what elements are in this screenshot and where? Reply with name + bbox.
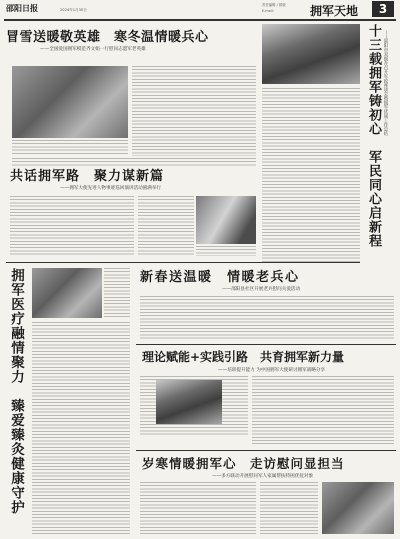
article-2-body bbox=[262, 88, 360, 263]
page-number-badge bbox=[372, 1, 394, 17]
article-2-subtitle: ——邵阳市双拥办召开军政座谈会暨拥军优属工作总结 bbox=[383, 30, 388, 136]
article-3-subtitle: ——拥军大使先进人物事迹巡回演讲活动圆满举行 bbox=[60, 186, 162, 191]
article-6-title: 理论赋能+实践引路 共育拥军新力量 bbox=[142, 350, 345, 364]
article-1-title: 冒雪送暖敬英雄 寒冬温情暖兵心 bbox=[6, 30, 209, 45]
article-1-body bbox=[132, 66, 256, 156]
article-1-photo bbox=[12, 66, 128, 138]
article-3-caption bbox=[196, 246, 256, 256]
article-2-photo bbox=[262, 24, 360, 84]
article-7-title: 岁寒情暖拥军心 走访慰问显担当 bbox=[142, 456, 345, 471]
article-4-photo bbox=[32, 268, 102, 318]
article-4-body bbox=[32, 322, 130, 534]
section-divider-1 bbox=[6, 262, 360, 263]
article-1-caption bbox=[12, 140, 128, 156]
article-7-body-left bbox=[140, 482, 256, 536]
email-line: E-mail: bbox=[262, 9, 274, 13]
article-3-body-mid bbox=[138, 196, 194, 256]
page-number: 3 bbox=[378, 2, 388, 16]
article-7-photo bbox=[322, 482, 394, 534]
article-6-body-right bbox=[252, 376, 394, 446]
section-divider-3 bbox=[136, 450, 396, 451]
paper-name: 邵阳日报 bbox=[6, 3, 38, 13]
article-3-body-left bbox=[10, 196, 134, 256]
article-5-title: 新春送温暖 情暖老兵心 bbox=[140, 270, 300, 285]
section-divider-2 bbox=[136, 344, 396, 345]
date-line: 2024年1月30日 bbox=[60, 8, 87, 12]
article-2-title: 十三载拥军铸初心 军民同心启新程 bbox=[366, 24, 381, 248]
editor-line: 责任编辑 / 排版 bbox=[262, 3, 286, 7]
article-4-title: 拥军医疗融情聚力 臻爱臻灸健康守护 bbox=[8, 268, 24, 515]
masthead-rule bbox=[4, 19, 396, 21]
article-6-subtitle: ——培训提升能力 为中国拥军大使研讨拥军战略分享 bbox=[218, 368, 326, 373]
article-7-subtitle: ——多方联动开展慰问军人家属帮扶特困优抚对象 bbox=[212, 474, 314, 479]
article-5-subtitle: ——邵阳县社区开展老兵慰问关爱活动 bbox=[222, 287, 301, 292]
article-1-subtitle: ——全国爱国拥军模范齐文娟一行慰问志愿军老英雄 bbox=[40, 47, 146, 52]
section-title: 拥军天地 bbox=[310, 4, 359, 18]
masthead bbox=[0, 0, 400, 20]
article-5-body bbox=[140, 296, 394, 340]
article-7-body-mid bbox=[260, 482, 318, 536]
article-6-photo bbox=[156, 380, 222, 424]
article-3-photo bbox=[196, 196, 256, 244]
article-4-caption bbox=[104, 268, 130, 318]
article-3-title: 共话拥军路 聚力谋新篇 bbox=[10, 169, 165, 184]
